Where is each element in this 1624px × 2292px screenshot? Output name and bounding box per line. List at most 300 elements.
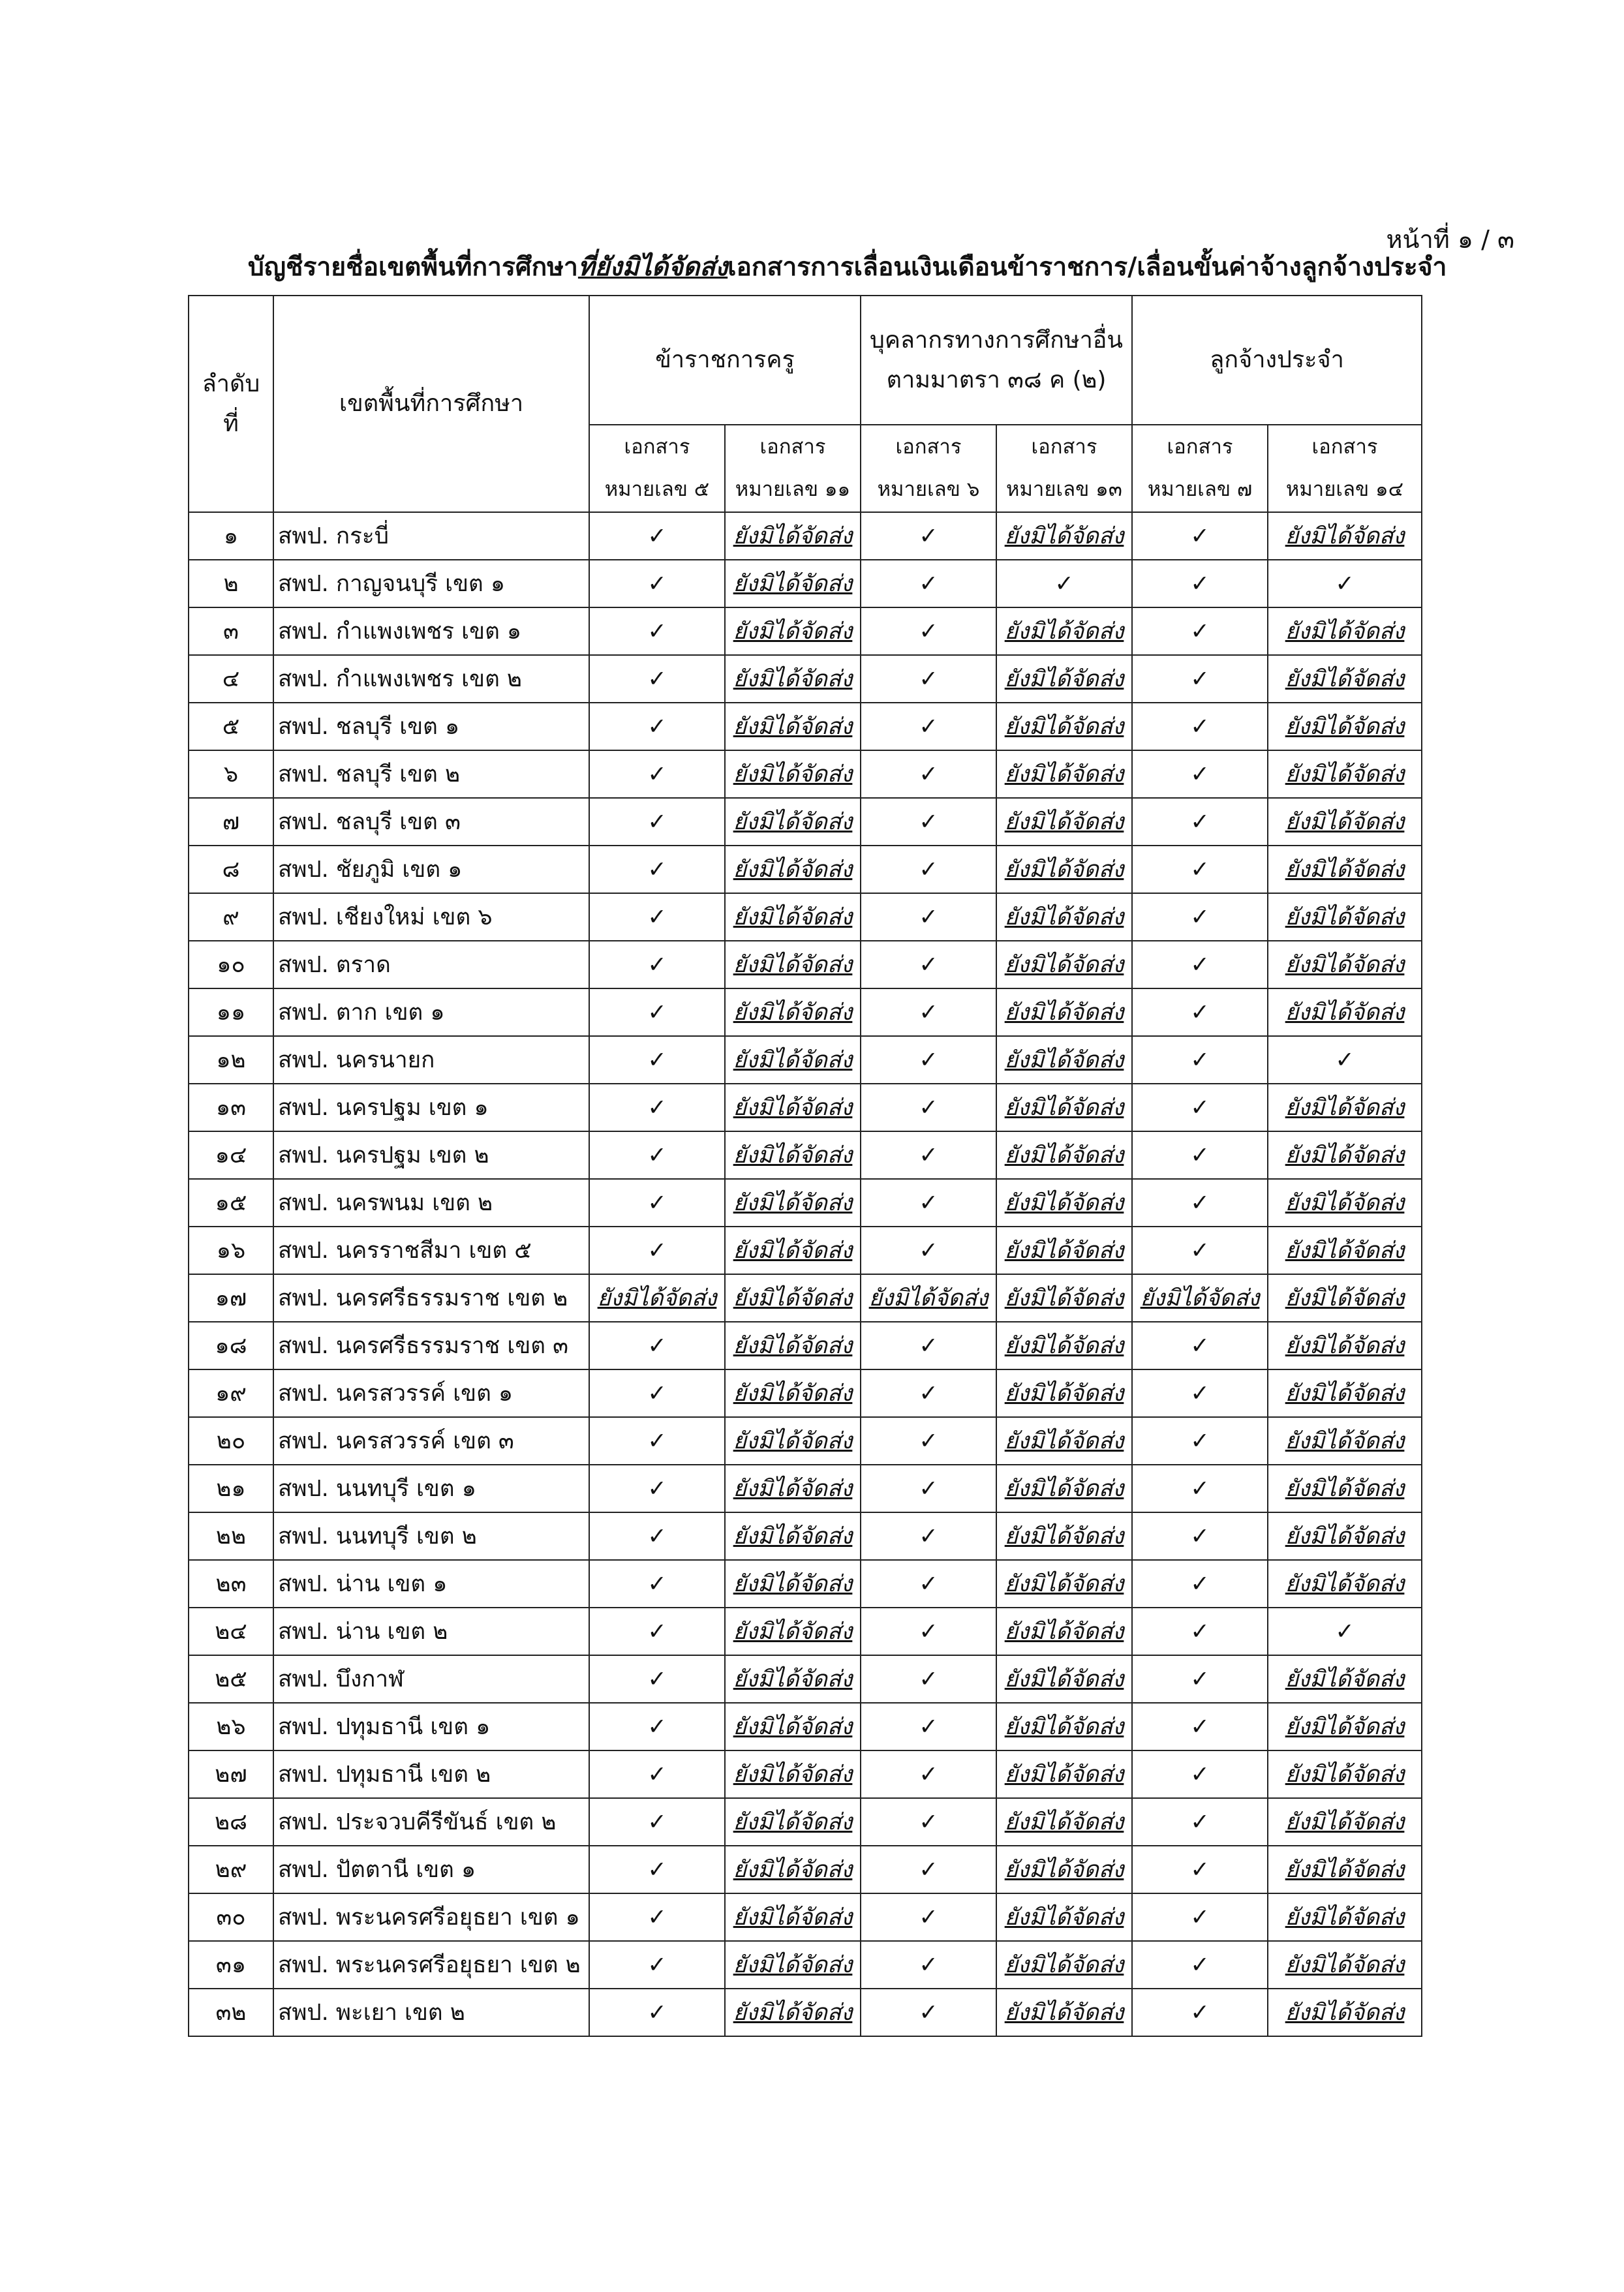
education-area-name: สพป. บึงกาฬ: [273, 1655, 589, 1703]
status-pending: ยังมิได้จัดส่ง: [725, 1274, 861, 1322]
status-submitted-check-icon: ✓: [589, 1608, 725, 1655]
status-submitted-check-icon: ✓: [589, 1798, 725, 1846]
status-submitted-check-icon: ✓: [589, 988, 725, 1036]
education-area-name: สพป. นครนายก: [273, 1036, 589, 1084]
status-submitted-check-icon: ✓: [589, 1227, 725, 1274]
row-number: ๑๘: [189, 1322, 273, 1369]
status-pending: ยังมิได้จัดส่ง: [1268, 607, 1422, 655]
header-teachers: ข้าราชการครู: [589, 296, 861, 425]
row-number: ๒๓: [189, 1560, 273, 1608]
status-pending: ยังมิได้จัดส่ง: [725, 1465, 861, 1512]
education-area-name: สพป. นนทบุรี เขต ๒: [273, 1512, 589, 1560]
status-pending: ยังมิได้จัดส่ง: [725, 1798, 861, 1846]
row-number: ๓๒: [189, 1989, 273, 2036]
status-submitted-check-icon: ✓: [861, 1655, 996, 1703]
education-area-name: สพป. ชลบุรี เขต ๓: [273, 798, 589, 846]
status-pending: ยังมิได้จัดส่ง: [725, 1322, 861, 1369]
status-pending: ยังมิได้จัดส่ง: [725, 750, 861, 798]
status-submitted-check-icon: ✓: [1132, 1131, 1268, 1179]
status-pending: ยังมิได้จัดส่ง: [1268, 1703, 1422, 1750]
table-row: [189, 1750, 1422, 1798]
status-submitted-check-icon: ✓: [1132, 560, 1268, 607]
education-area-name: สพป. พระนครศรีอยุธยา เขต ๒: [273, 1941, 589, 1989]
status-submitted-check-icon: ✓: [861, 703, 996, 750]
status-submitted-check-icon: ✓: [1132, 655, 1268, 703]
status-pending: ยังมิได้จัดส่ง: [1268, 1274, 1422, 1322]
row-number: ๔: [189, 655, 273, 703]
status-pending: ยังมิได้จัดส่ง: [725, 1369, 861, 1417]
status-pending: ยังมิได้จัดส่ง: [725, 703, 861, 750]
table-row: [189, 560, 1422, 607]
education-area-name: สพป. นครสวรรค์ เขต ๑: [273, 1369, 589, 1417]
header-other-personnel-line1: บุคลากรทางการศึกษาอื่น: [870, 326, 1124, 354]
table-row: [189, 1084, 1422, 1131]
status-pending: ยังมิได้จัดส่ง: [725, 1036, 861, 1084]
row-number: ๑๑: [189, 988, 273, 1036]
status-submitted-check-icon: ✓: [861, 1084, 996, 1131]
status-submitted-check-icon: ✓: [1132, 1608, 1268, 1655]
status-pending: ยังมิได้จัดส่ง: [725, 560, 861, 607]
education-area-name: สพป. นครพนม เขต ๒: [273, 1179, 589, 1227]
row-number: ๑๗: [189, 1274, 273, 1322]
status-pending: ยังมิได้จัดส่ง: [1132, 1274, 1268, 1322]
status-submitted-check-icon: ✓: [861, 893, 996, 941]
status-pending: ยังมิได้จัดส่ง: [725, 1846, 861, 1893]
status-pending: ยังมิได้จัดส่ง: [589, 1274, 725, 1322]
status-submitted-check-icon: ✓: [589, 1179, 725, 1227]
row-number: ๘: [189, 846, 273, 893]
row-number: ๑๖: [189, 1227, 273, 1274]
status-pending: ยังมิได้จัดส่ง: [996, 607, 1132, 655]
status-pending: ยังมิได้จัดส่ง: [996, 1179, 1132, 1227]
status-submitted-check-icon: ✓: [589, 560, 725, 607]
row-number: ๑๓: [189, 1084, 273, 1131]
doc-number: หมายเลข ๑๔: [1285, 478, 1404, 501]
status-submitted-check-icon: ✓: [1132, 607, 1268, 655]
status-submitted-check-icon: ✓: [589, 1655, 725, 1703]
row-number: ๓: [189, 607, 273, 655]
status-pending: ยังมิได้จัดส่ง: [725, 1989, 861, 2036]
status-submitted-check-icon: ✓: [861, 1227, 996, 1274]
education-area-name: สพป. นครศรีธรรมราช เขต ๒: [273, 1274, 589, 1322]
status-pending: ยังมิได้จัดส่ง: [725, 1227, 861, 1274]
row-number: ๒๖: [189, 1703, 273, 1750]
status-pending: ยังมิได้จัดส่ง: [996, 988, 1132, 1036]
title-emphasis: ที่ยังมิได้จัดส่ง: [577, 252, 728, 282]
education-area-name: สพป. น่าน เขต ๑: [273, 1560, 589, 1608]
status-submitted-check-icon: ✓: [589, 1131, 725, 1179]
row-number: ๒๑: [189, 1465, 273, 1512]
doc-label: เอกสาร: [1031, 435, 1097, 459]
status-submitted-check-icon: ✓: [1132, 941, 1268, 988]
status-submitted-check-icon: ✓: [589, 1322, 725, 1369]
status-submitted-check-icon: ✓: [589, 1893, 725, 1941]
status-submitted-check-icon: ✓: [861, 1941, 996, 1989]
table-row: [189, 655, 1422, 703]
status-submitted-check-icon: ✓: [1132, 1084, 1268, 1131]
status-pending: ยังมิได้จัดส่ง: [996, 1036, 1132, 1084]
status-submitted-check-icon: ✓: [1132, 988, 1268, 1036]
status-pending: ยังมิได้จัดส่ง: [1268, 512, 1422, 560]
table-row: [189, 846, 1422, 893]
status-submitted-check-icon: ✓: [589, 1417, 725, 1465]
status-submitted-check-icon: ✓: [589, 1369, 725, 1417]
status-pending: ยังมิได้จัดส่ง: [861, 1274, 996, 1322]
status-submitted-check-icon: ✓: [589, 1941, 725, 1989]
row-number: ๒๕: [189, 1655, 273, 1703]
status-submitted-check-icon: ✓: [1132, 1798, 1268, 1846]
status-pending: ยังมิได้จัดส่ง: [1268, 1465, 1422, 1512]
table-row: [189, 1560, 1422, 1608]
table-row: [189, 798, 1422, 846]
status-pending: ยังมิได้จัดส่ง: [1268, 893, 1422, 941]
status-pending: ยังมิได้จัดส่ง: [725, 1131, 861, 1179]
table-row: [189, 1417, 1422, 1465]
row-number: ๑๒: [189, 1036, 273, 1084]
status-pending: ยังมิได้จัดส่ง: [725, 1084, 861, 1131]
header-document-11: [725, 425, 861, 512]
status-submitted-check-icon: ✓: [1132, 798, 1268, 846]
status-submitted-check-icon: ✓: [1268, 1608, 1422, 1655]
status-pending: ยังมิได้จัดส่ง: [996, 655, 1132, 703]
status-submitted-check-icon: ✓: [589, 1036, 725, 1084]
status-pending: ยังมิได้จัดส่ง: [725, 1750, 861, 1798]
status-submitted-check-icon: ✓: [1132, 1465, 1268, 1512]
table-row: [189, 1893, 1422, 1941]
status-pending: ยังมิได้จัดส่ง: [1268, 1227, 1422, 1274]
doc-number: หมายเลข ๖: [877, 478, 980, 501]
education-area-name: สพป. ประจวบคีรีขันธ์ เขต ๒: [273, 1798, 589, 1846]
status-submitted-check-icon: ✓: [1132, 1989, 1268, 2036]
row-number: ๒๒: [189, 1512, 273, 1560]
table-row: [189, 1369, 1422, 1417]
status-pending: ยังมิได้จัดส่ง: [725, 512, 861, 560]
status-submitted-check-icon: ✓: [589, 607, 725, 655]
header-other-personnel: [861, 296, 1132, 425]
status-submitted-check-icon: ✓: [861, 1322, 996, 1369]
status-pending: ยังมิได้จัดส่ง: [1268, 846, 1422, 893]
status-pending: ยังมิได้จัดส่ง: [1268, 1179, 1422, 1227]
status-pending: ยังมิได้จัดส่ง: [996, 798, 1132, 846]
row-number: ๒๐: [189, 1417, 273, 1465]
status-pending: ยังมิได้จัดส่ง: [725, 893, 861, 941]
status-submitted-check-icon: ✓: [1132, 1703, 1268, 1750]
status-submitted-check-icon: ✓: [1132, 1941, 1268, 1989]
doc-label: เอกสาร: [1311, 435, 1378, 459]
status-pending: ยังมิได้จัดส่ง: [996, 1608, 1132, 1655]
status-submitted-check-icon: ✓: [589, 941, 725, 988]
status-submitted-check-icon: ✓: [861, 607, 996, 655]
education-area-name: สพป. ชลบุรี เขต ๑: [273, 703, 589, 750]
status-submitted-check-icon: ✓: [1132, 1369, 1268, 1417]
education-area-name: สพป. เชียงใหม่ เขต ๖: [273, 893, 589, 941]
education-area-name: สพป. นนทบุรี เขต ๑: [273, 1465, 589, 1512]
row-number: ๑๕: [189, 1179, 273, 1227]
page-number: หน้าที่ ๑ / ๓: [1386, 225, 1514, 254]
header-document-7: [1132, 425, 1268, 512]
table-row: [189, 1989, 1422, 2036]
status-submitted-check-icon: ✓: [589, 893, 725, 941]
education-area-name: สพป. ปัตตานี เขต ๑: [273, 1846, 589, 1893]
status-submitted-check-icon: ✓: [861, 1703, 996, 1750]
status-submitted-check-icon: ✓: [589, 1703, 725, 1750]
status-submitted-check-icon: ✓: [1132, 1750, 1268, 1798]
status-submitted-check-icon: ✓: [1268, 1036, 1422, 1084]
status-submitted-check-icon: ✓: [1132, 1512, 1268, 1560]
status-submitted-check-icon: ✓: [1132, 1322, 1268, 1369]
status-pending: ยังมิได้จัดส่ง: [1268, 798, 1422, 846]
status-submitted-check-icon: ✓: [861, 560, 996, 607]
table-row: [189, 1227, 1422, 1274]
status-pending: ยังมิได้จัดส่ง: [1268, 1655, 1422, 1703]
status-pending: ยังมิได้จัดส่ง: [1268, 1322, 1422, 1369]
status-submitted-check-icon: ✓: [861, 1369, 996, 1417]
table-row: [189, 1512, 1422, 1560]
row-number: ๒: [189, 560, 273, 607]
status-pending: ยังมิได้จัดส่ง: [725, 607, 861, 655]
header-order-number: [189, 296, 273, 512]
education-area-name: สพป. กำแพงเพชร เขต ๑: [273, 607, 589, 655]
status-pending: ยังมิได้จัดส่ง: [996, 1560, 1132, 1608]
doc-label: เอกสาร: [624, 435, 690, 459]
status-submitted-check-icon: ✓: [1132, 750, 1268, 798]
status-submitted-check-icon: ✓: [589, 1084, 725, 1131]
status-submitted-check-icon: ✓: [861, 941, 996, 988]
status-submitted-check-icon: ✓: [861, 1846, 996, 1893]
status-submitted-check-icon: ✓: [589, 1560, 725, 1608]
status-submitted-check-icon: ✓: [589, 750, 725, 798]
status-submitted-check-icon: ✓: [861, 1131, 996, 1179]
education-area-name: สพป. ปทุมธานี เขต ๒: [273, 1750, 589, 1798]
status-pending: ยังมิได้จัดส่ง: [996, 1703, 1132, 1750]
status-submitted-check-icon: ✓: [861, 1560, 996, 1608]
table-row: [189, 607, 1422, 655]
row-number: ๕: [189, 703, 273, 750]
table-row: [189, 1608, 1422, 1655]
status-pending: ยังมิได้จัดส่ง: [1268, 1084, 1422, 1131]
submission-status-table: [188, 295, 1422, 2037]
status-pending: ยังมิได้จัดส่ง: [1268, 1989, 1422, 2036]
table-row: [189, 1322, 1422, 1369]
status-pending: ยังมิได้จัดส่ง: [725, 1655, 861, 1703]
header-other-personnel-line2: ตามมาตรา ๓๘ ค (๒): [886, 367, 1107, 393]
status-submitted-check-icon: ✓: [861, 988, 996, 1036]
table-row: [189, 1131, 1422, 1179]
status-submitted-check-icon: ✓: [1132, 1179, 1268, 1227]
status-pending: ยังมิได้จัดส่ง: [725, 1941, 861, 1989]
status-pending: ยังมิได้จัดส่ง: [1268, 1941, 1422, 1989]
education-area-name: สพป. นครปฐม เขต ๑: [273, 1084, 589, 1131]
status-submitted-check-icon: ✓: [1268, 560, 1422, 607]
status-pending: ยังมิได้จัดส่ง: [996, 1274, 1132, 1322]
table-row: [189, 988, 1422, 1036]
header-document-13: [996, 425, 1132, 512]
doc-label: เอกสาร: [895, 435, 962, 459]
header-permanent-employees: ลูกจ้างประจำ: [1132, 296, 1422, 425]
status-pending: ยังมิได้จัดส่ง: [1268, 988, 1422, 1036]
header-order-number-line1: ลำดับ: [202, 370, 260, 397]
status-submitted-check-icon: ✓: [1132, 1036, 1268, 1084]
status-pending: ยังมิได้จัดส่ง: [1268, 1798, 1422, 1846]
status-submitted-check-icon: ✓: [861, 798, 996, 846]
status-pending: ยังมิได้จัดส่ง: [996, 1131, 1132, 1179]
education-area-name: สพป. ตราด: [273, 941, 589, 988]
status-pending: ยังมิได้จัดส่ง: [996, 893, 1132, 941]
table-row: [189, 703, 1422, 750]
education-area-name: สพป. นครปฐม เขต ๒: [273, 1131, 589, 1179]
status-pending: ยังมิได้จัดส่ง: [996, 1750, 1132, 1798]
doc-label: เอกสาร: [759, 435, 826, 459]
header-order-number-line2: ที่: [223, 410, 239, 437]
status-pending: ยังมิได้จัดส่ง: [725, 846, 861, 893]
status-pending: ยังมิได้จัดส่ง: [996, 846, 1132, 893]
status-submitted-check-icon: ✓: [861, 512, 996, 560]
status-submitted-check-icon: ✓: [996, 560, 1132, 607]
row-number: ๒๔: [189, 1608, 273, 1655]
status-pending: ยังมิได้จัดส่ง: [1268, 655, 1422, 703]
status-submitted-check-icon: ✓: [861, 1512, 996, 1560]
status-submitted-check-icon: ✓: [1132, 1417, 1268, 1465]
table-row: [189, 1179, 1422, 1227]
table-row: [189, 750, 1422, 798]
status-pending: ยังมิได้จัดส่ง: [996, 1655, 1132, 1703]
status-pending: ยังมิได้จัดส่ง: [996, 1417, 1132, 1465]
status-pending: ยังมิได้จัดส่ง: [996, 750, 1132, 798]
status-submitted-check-icon: ✓: [861, 1465, 996, 1512]
status-pending: ยังมิได้จัดส่ง: [996, 1322, 1132, 1369]
status-submitted-check-icon: ✓: [861, 846, 996, 893]
table-row: [189, 1846, 1422, 1893]
status-submitted-check-icon: ✓: [589, 1989, 725, 2036]
header-education-area: เขตพื้นที่การศึกษา: [273, 296, 589, 512]
row-number: ๗: [189, 798, 273, 846]
status-pending: ยังมิได้จัดส่ง: [725, 655, 861, 703]
doc-label: เอกสาร: [1167, 435, 1233, 459]
status-pending: ยังมิได้จัดส่ง: [996, 1227, 1132, 1274]
status-pending: ยังมิได้จัดส่ง: [725, 988, 861, 1036]
status-pending: ยังมิได้จัดส่ง: [996, 1893, 1132, 1941]
status-submitted-check-icon: ✓: [1132, 1846, 1268, 1893]
status-submitted-check-icon: ✓: [589, 798, 725, 846]
status-pending: ยังมิได้จัดส่ง: [725, 1560, 861, 1608]
status-pending: ยังมิได้จัดส่ง: [1268, 1893, 1422, 1941]
status-submitted-check-icon: ✓: [1132, 512, 1268, 560]
status-submitted-check-icon: ✓: [1132, 1655, 1268, 1703]
status-submitted-check-icon: ✓: [861, 1989, 996, 2036]
education-area-name: สพป. กระบี่: [273, 512, 589, 560]
status-submitted-check-icon: ✓: [589, 1512, 725, 1560]
doc-number: หมายเลข ๑๓: [1006, 478, 1122, 501]
status-submitted-check-icon: ✓: [861, 1417, 996, 1465]
education-area-name: สพป. นครสวรรค์ เขต ๓: [273, 1417, 589, 1465]
title-part-1: บัญชีรายชื่อเขตพื้นที่การศึกษา: [248, 252, 578, 282]
table-row: [189, 1798, 1422, 1846]
status-pending: ยังมิได้จัดส่ง: [1268, 1417, 1422, 1465]
status-pending: ยังมิได้จัดส่ง: [725, 798, 861, 846]
status-pending: ยังมิได้จัดส่ง: [996, 1512, 1132, 1560]
table-row: [189, 1036, 1422, 1084]
education-area-name: สพป. ชลบุรี เขต ๒: [273, 750, 589, 798]
status-pending: ยังมิได้จัดส่ง: [1268, 1369, 1422, 1417]
education-area-name: สพป. ชัยภูมิ เขต ๑: [273, 846, 589, 893]
status-pending: ยังมิได้จัดส่ง: [1268, 1846, 1422, 1893]
education-area-name: สพป. พระนครศรีอยุธยา เขต ๑: [273, 1893, 589, 1941]
education-area-name: สพป. น่าน เขต ๒: [273, 1608, 589, 1655]
status-submitted-check-icon: ✓: [861, 1750, 996, 1798]
education-area-name: สพป. พะเยา เขต ๒: [273, 1989, 589, 2036]
status-pending: ยังมิได้จัดส่ง: [725, 1417, 861, 1465]
status-submitted-check-icon: ✓: [589, 1465, 725, 1512]
education-area-name: สพป. ตาก เขต ๑: [273, 988, 589, 1036]
row-number: ๒๙: [189, 1846, 273, 1893]
row-number: ๒๗: [189, 1750, 273, 1798]
row-number: ๑: [189, 512, 273, 560]
row-number: ๓๑: [189, 1941, 273, 1989]
status-pending: ยังมิได้จัดส่ง: [1268, 1131, 1422, 1179]
status-submitted-check-icon: ✓: [861, 1798, 996, 1846]
table-row: [189, 1465, 1422, 1512]
status-pending: ยังมิได้จัดส่ง: [996, 1465, 1132, 1512]
status-submitted-check-icon: ✓: [861, 1036, 996, 1084]
header-document-6: [861, 425, 996, 512]
status-pending: ยังมิได้จัดส่ง: [996, 941, 1132, 988]
row-number: ๒๘: [189, 1798, 273, 1846]
education-area-name: สพป. นครศรีธรรมราช เขต ๓: [273, 1322, 589, 1369]
status-submitted-check-icon: ✓: [589, 1750, 725, 1798]
doc-number: หมายเลข ๕: [604, 478, 710, 501]
status-pending: ยังมิได้จัดส่ง: [725, 1893, 861, 1941]
status-submitted-check-icon: ✓: [861, 655, 996, 703]
status-pending: ยังมิได้จัดส่ง: [996, 1989, 1132, 2036]
education-area-name: สพป. กำแพงเพชร เขต ๒: [273, 655, 589, 703]
status-pending: ยังมิได้จัดส่ง: [1268, 750, 1422, 798]
header-document-5: [589, 425, 725, 512]
status-submitted-check-icon: ✓: [1132, 1560, 1268, 1608]
status-pending: ยังมิได้จัดส่ง: [725, 1608, 861, 1655]
status-pending: ยังมิได้จัดส่ง: [725, 1179, 861, 1227]
status-submitted-check-icon: ✓: [589, 703, 725, 750]
status-submitted-check-icon: ✓: [1132, 1227, 1268, 1274]
status-submitted-check-icon: ✓: [1132, 1893, 1268, 1941]
status-pending: ยังมิได้จัดส่ง: [1268, 941, 1422, 988]
row-number: ๑๙: [189, 1369, 273, 1417]
status-pending: ยังมิได้จัดส่ง: [1268, 1750, 1422, 1798]
table-row: [189, 1703, 1422, 1750]
table-body: [189, 512, 1422, 2036]
doc-number: หมายเลข ๗: [1147, 478, 1253, 501]
status-pending: ยังมิได้จัดส่ง: [996, 1369, 1132, 1417]
status-pending: ยังมิได้จัดส่ง: [996, 1798, 1132, 1846]
education-area-name: สพป. ปทุมธานี เขต ๑: [273, 1703, 589, 1750]
table-row: [189, 1655, 1422, 1703]
status-pending: ยังมิได้จัดส่ง: [725, 1512, 861, 1560]
table-row: [189, 512, 1422, 560]
status-submitted-check-icon: ✓: [861, 1893, 996, 1941]
status-pending: ยังมิได้จัดส่ง: [996, 1941, 1132, 1989]
status-submitted-check-icon: ✓: [589, 1846, 725, 1893]
row-number: ๑๐: [189, 941, 273, 988]
education-area-name: สพป. กาญจนบุรี เขต ๑: [273, 560, 589, 607]
status-submitted-check-icon: ✓: [861, 1608, 996, 1655]
status-pending: ยังมิได้จัดส่ง: [996, 1846, 1132, 1893]
status-pending: ยังมิได้จัดส่ง: [1268, 1560, 1422, 1608]
status-pending: ยังมิได้จัดส่ง: [725, 941, 861, 988]
status-submitted-check-icon: ✓: [1132, 846, 1268, 893]
title-part-2: เอกสารการเลื่อนเงินเดือนข้าราชการ/เลื่อนขั้นค่าจ้างลูกจ้างประจำ: [728, 252, 1447, 282]
table-row: [189, 1941, 1422, 1989]
status-pending: ยังมิได้จัดส่ง: [1268, 1512, 1422, 1560]
row-number: ๖: [189, 750, 273, 798]
